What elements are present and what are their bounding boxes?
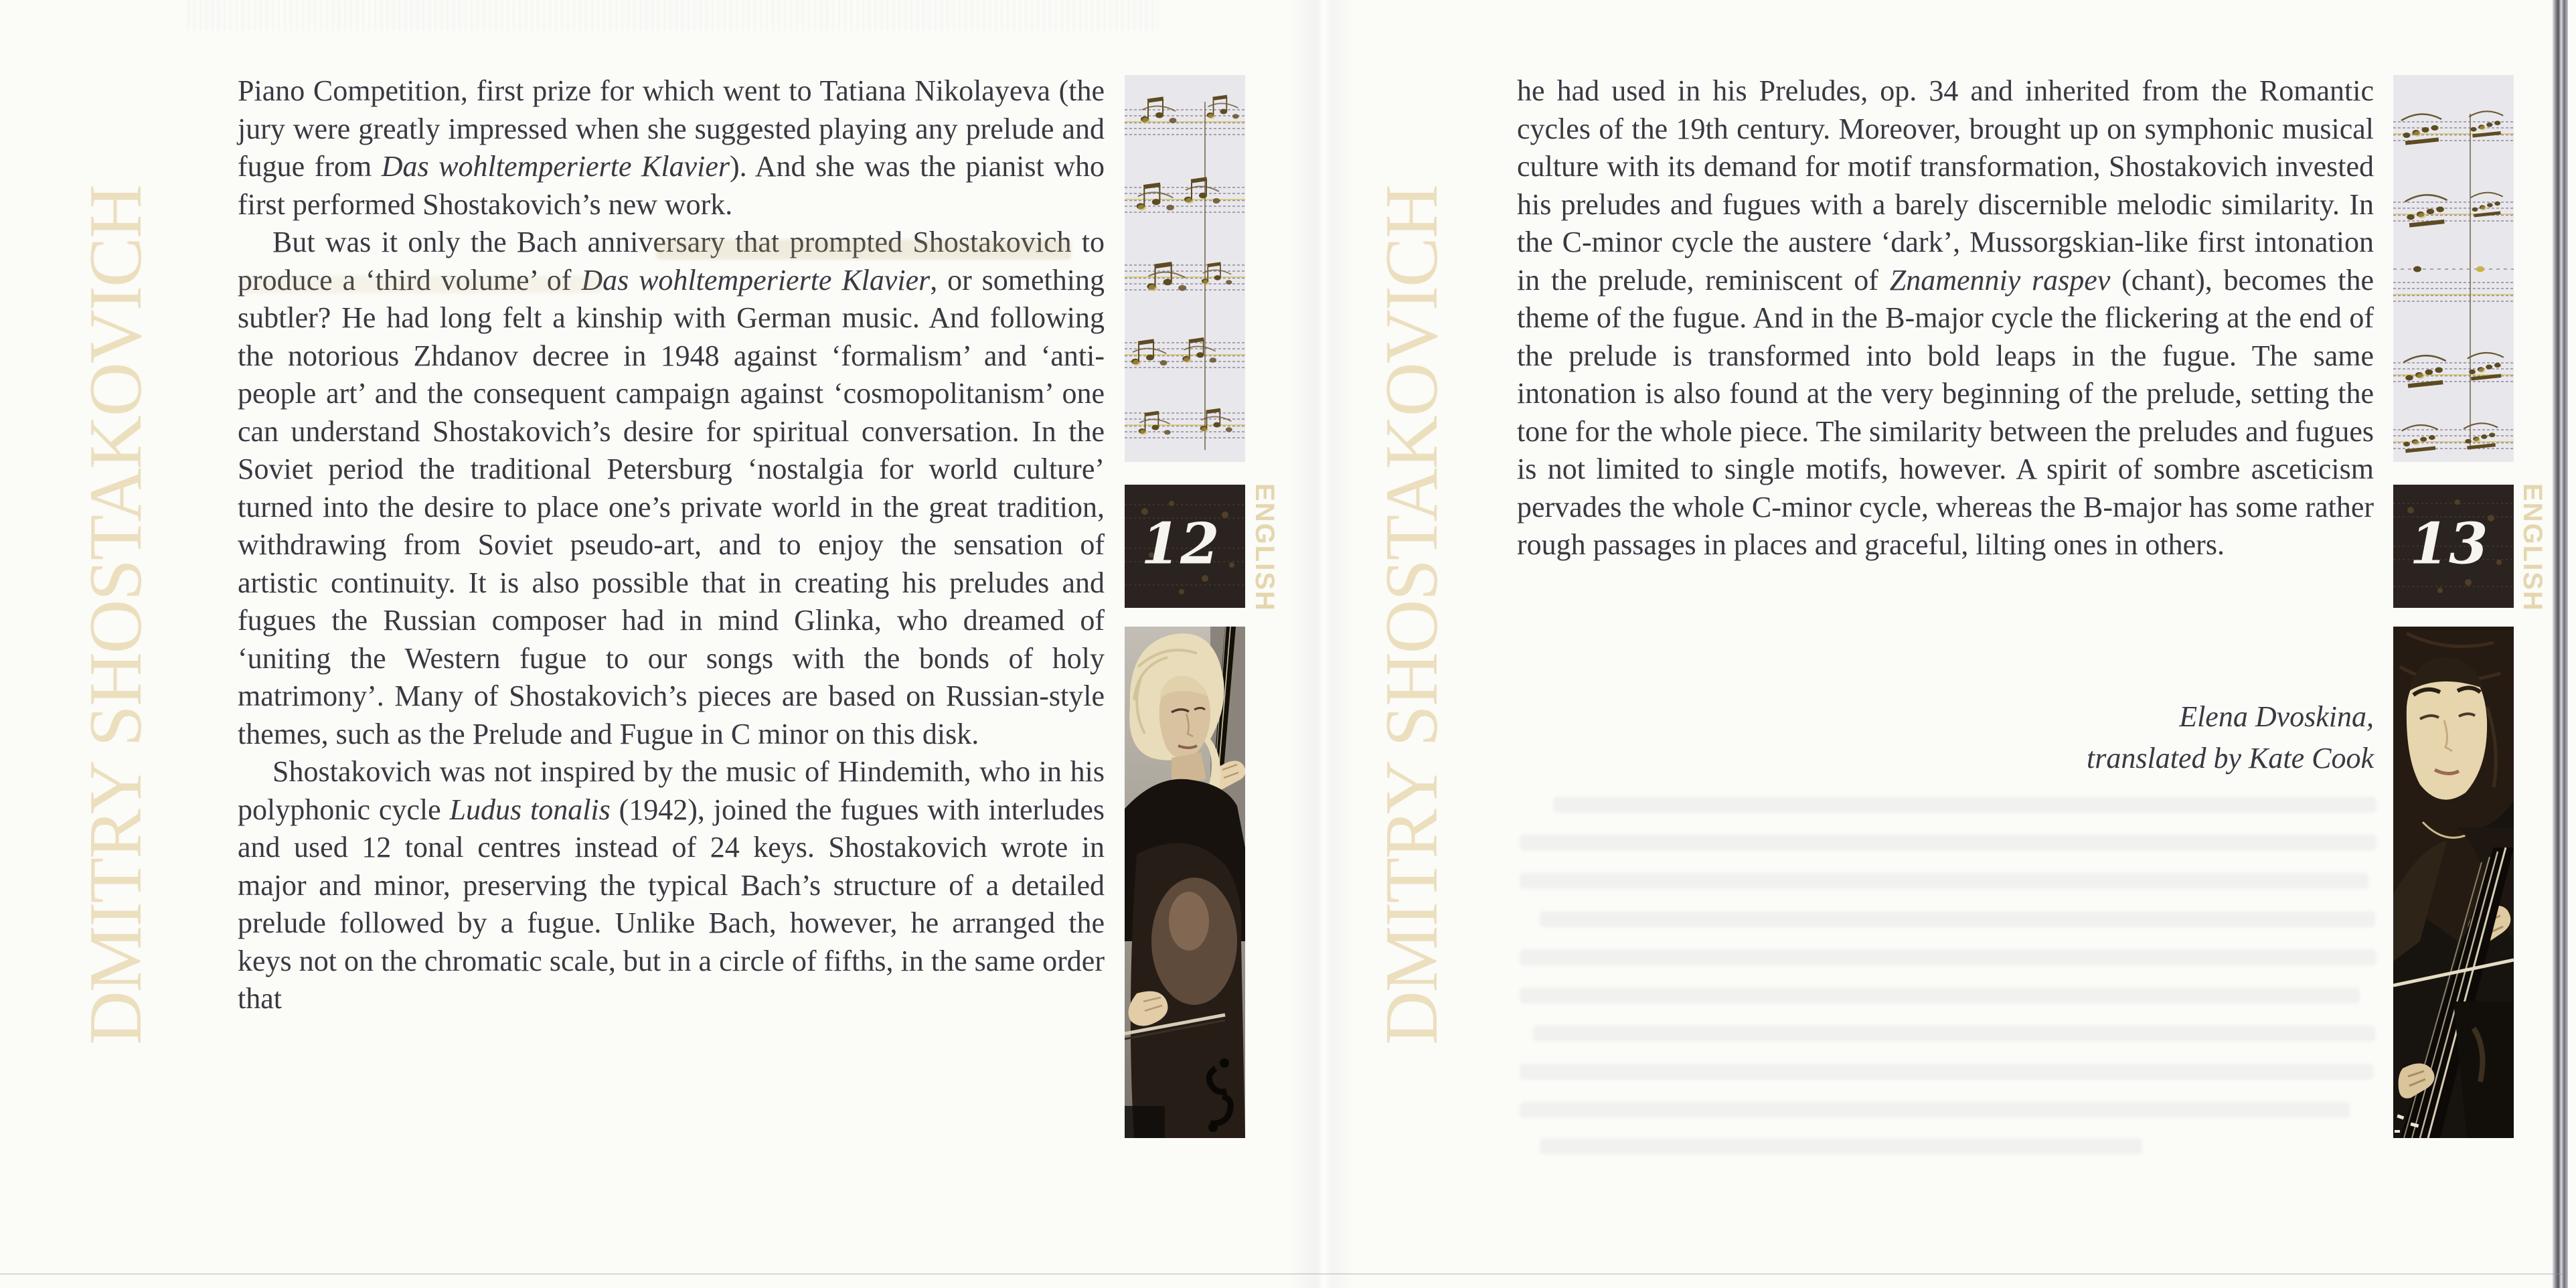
paragraph: Shostakovich was not inspired by the music of Hindemith, who in his polyphonic cycle Ludus tonalis (1942), joined the fugues with interludes and used 12 tonal centres instead of 24 keys. Shostakovich wrote in major and minor, preserving the typical Bach’s structure of a detailed prelude followed by a fugue. Unlike Bach, however, he arranged the keys not on the chromatic scale, but in a circle of fifths, in the same order that [238,755,1105,1015]
page-number: 12 [1141,510,1220,577]
booklet-fold [1289,0,1356,1288]
photo-cellist-blonde [1125,627,1245,1138]
scan-bleed-heading [656,240,1071,260]
music-notation-strip [2393,75,2514,462]
credit-line: Elena Dvoskina, [2179,700,2374,733]
scan-bleed-heading [241,276,602,293]
page-number-badge [1125,485,1245,608]
left-page-vertical-title: DMITRY SHOSTAKOVICH [74,185,157,1046]
credits-block [1517,680,2374,779]
paragraph: Piano Competition, first prize for which went to Tatiana Nikolayeva (the jury were greatly impressed when she suggested playing any prelude and fugue from Das wohltemperierte Klavier). And she was the pianist who first performed Shostakovich’s new work. [238,74,1105,221]
credit-line: translated by Kate Cook [2087,742,2374,775]
credits [1517,696,2374,779]
scan-edge-line [2552,0,2568,1288]
language-label: ENGLISH [1250,483,1279,612]
photo-cellist-dark-haired [2393,627,2514,1138]
right-page-text-column [1517,72,2374,564]
scan-bottom-edge [0,1273,2564,1275]
language-label: ENGLISH [2518,483,2547,612]
scan-bleed-top [187,0,1158,31]
page-number-badge [2393,485,2514,608]
paragraph: he had used in his Preludes, op. 34 and inherited from the Romantic cycles of the 19th century. Moreover, brought up on symphonic musical culture with its demand for motif transformation, Shostakovich invested his preludes and fugues with a barely discernible melodic similarity. In the C-minor cycle the austere ‘dark’, Mussorgskian-like first intonation in the prelude, reminiscent of Znamenniy raspev (chant), becomes the theme of the fugue. And in the B-major cycle the flickering at the end of the prelude is transformed into bold leaps in the fugue. The same intonation is also found at the very beginning of the prelude, setting the tone for the whole piece. The similarity between the preludes and fugues is not limited to single motifs, however. A spirit of sombre asceticism pervades the whole C-minor cycle, whereas the B-major has some rather rough passages in places and graceful, lilting ones in others. [1517,74,2374,561]
right-page-vertical-title: DMITRY SHOSTAKOVICH [1370,185,1453,1046]
left-page-text-column [238,72,1105,1018]
page-number: 13 [2409,510,2488,577]
music-notation-strip [1125,75,1245,462]
paragraph: But was it only the Bach anniversary that prompted Shostakovich to produce a ‘third volume’ of Das wohltemperierte Klavier, or something subtler? He had long felt a kinship with German music. And following the notorious Zhdanov decree in 1948 against ‘formalism’ and ‘anti-people art’ and the consequent campaign against ‘cosmopolitanism’ one can understand Shostakovich’s desire for spiritual conversation. In the Soviet period the traditional Petersburg ‘nostalgia for world culture’ turned into the desire to place one’s private world in the great tradition, withdrawing from Soviet pseudo-art, and to enjoy the sensation of artistic continuity. It is also possible that in creating his preludes and fugues the Russian composer had in mind Glinka, who dreamed of ‘uniting the Western fugue to our songs with the bonds of holy matrimony’. Many of Shostakovich’s pieces are based on Russian-style themes, such as the Prelude and Fugue in C minor on this disk. [238,226,1105,750]
